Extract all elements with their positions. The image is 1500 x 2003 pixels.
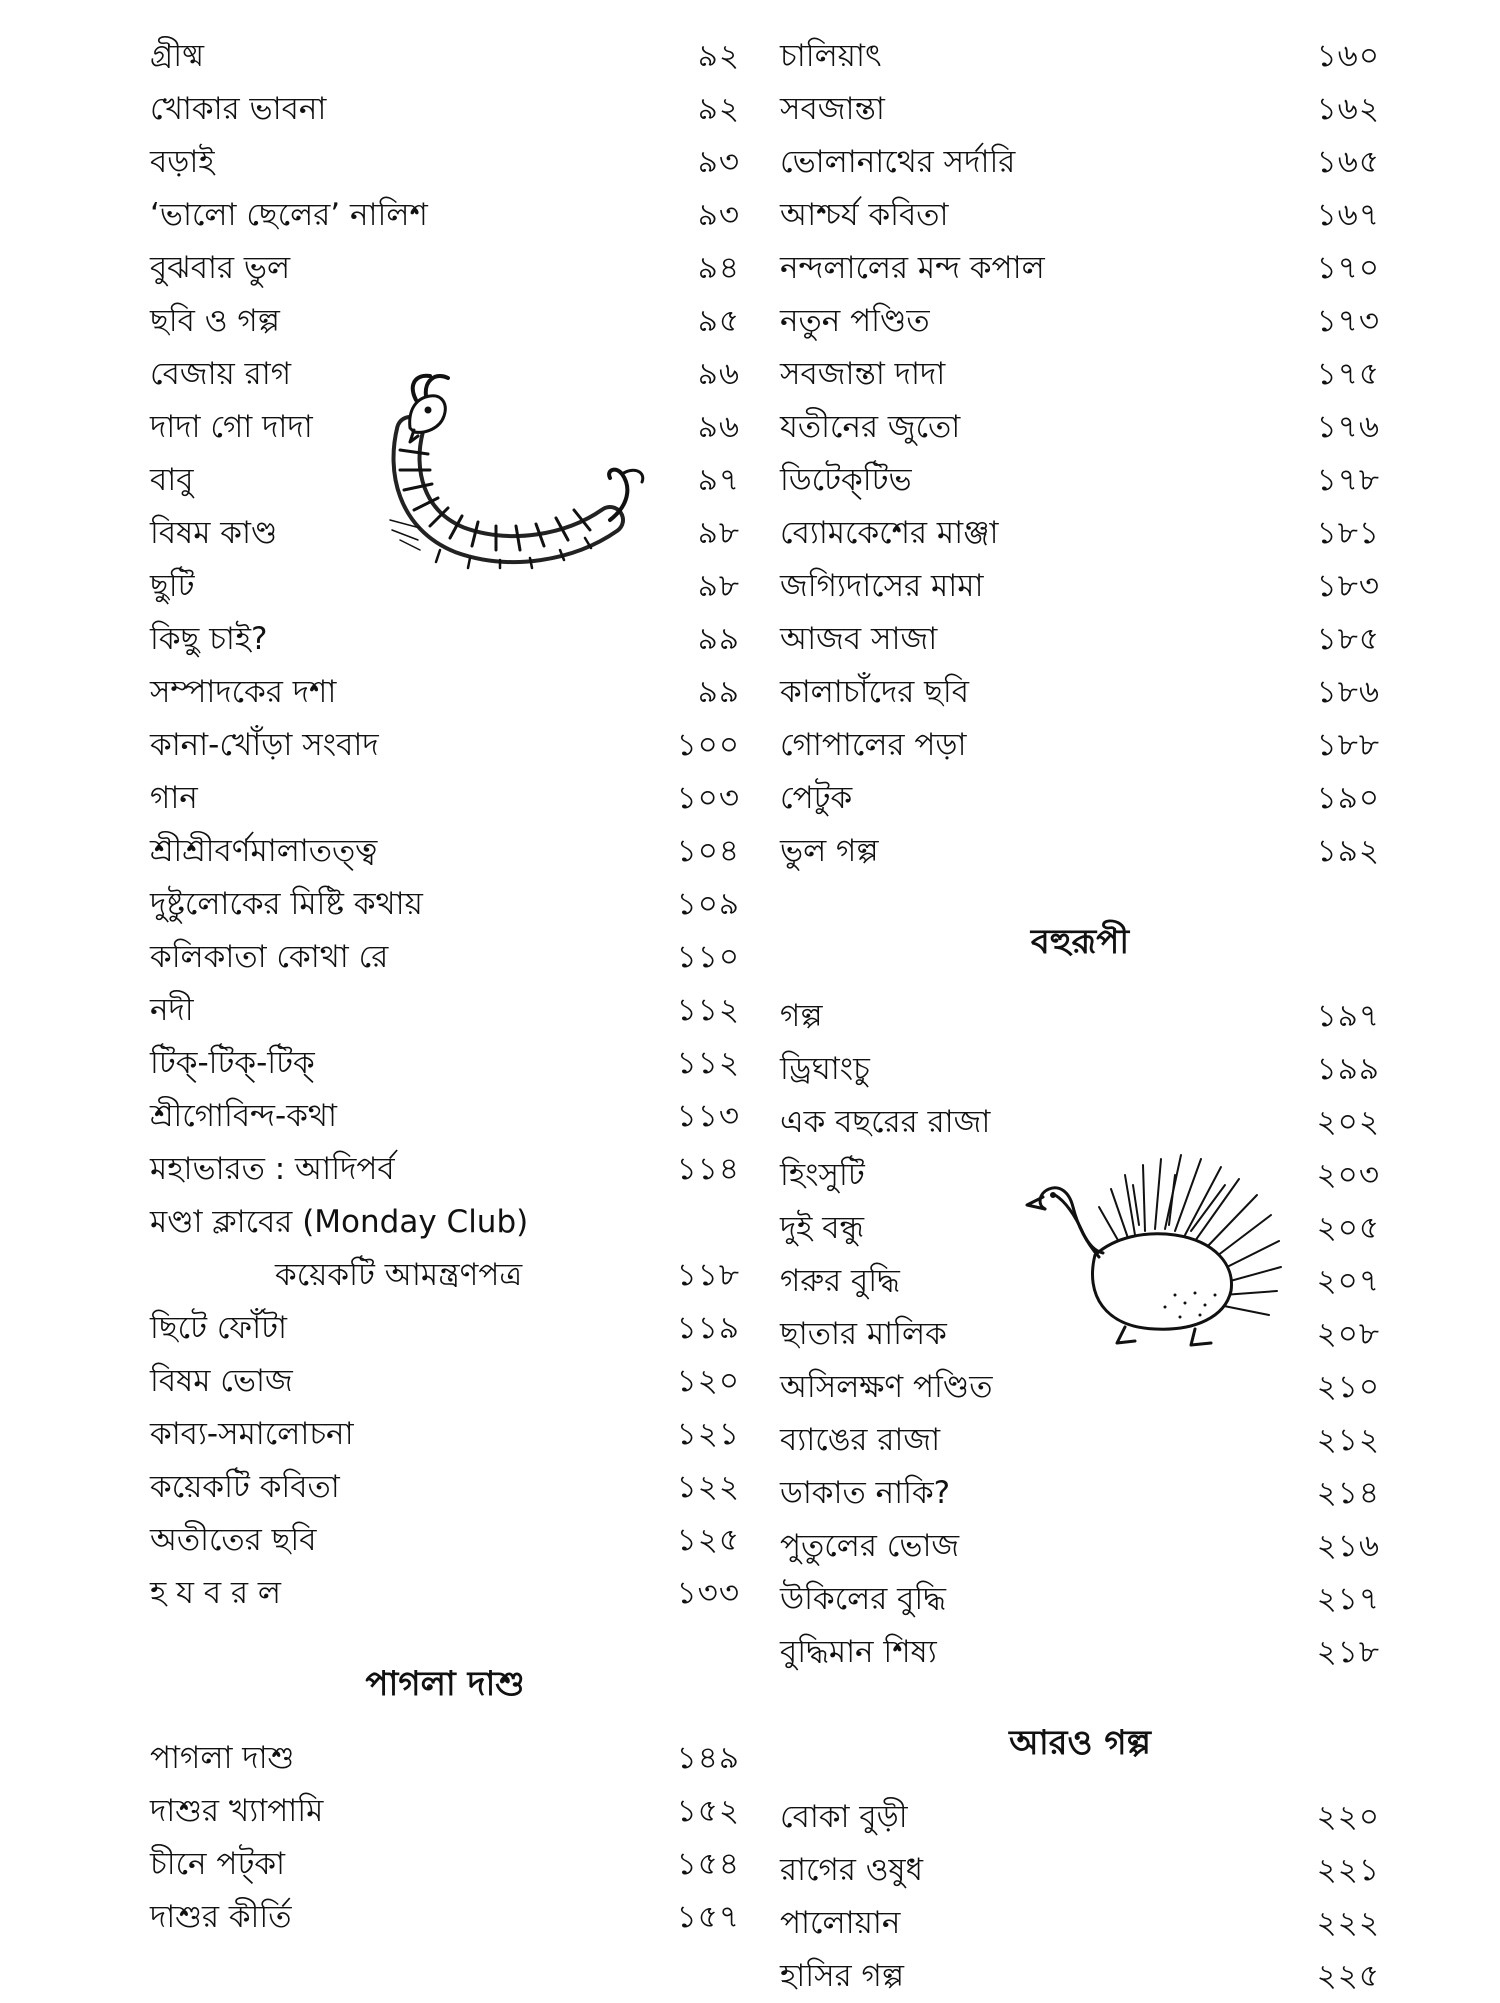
- toc-right-entry: [780, 30, 1380, 83]
- toc-left-entry: [150, 1408, 740, 1461]
- entry-title: নন্দলালের মন্দ কপাল: [780, 250, 1045, 286]
- toc-left-entry: [150, 931, 740, 984]
- entry-page-number: ২১৪: [1316, 1475, 1380, 1511]
- toc-right-column: [780, 30, 1380, 2003]
- entry-title: ডিটেক্‌টিভ: [780, 462, 912, 498]
- duck-porcupine-icon: [1025, 1145, 1290, 1350]
- entry-title: গল্প: [780, 998, 823, 1034]
- entry-page-number: ৯৬: [697, 356, 740, 392]
- entry-title: মহাভারত : আদিপর্ব: [150, 1151, 395, 1187]
- toc-bohurupi-entry: [780, 1043, 1380, 1096]
- entry-title: বিষম কাণ্ড: [150, 515, 278, 551]
- toc-left-entry: [150, 30, 740, 83]
- toc-aro-golpo-entry: [780, 1791, 1380, 1844]
- entry-title: কলিকাতা কোথা রে: [150, 939, 389, 975]
- entry-page-number: ৯৭: [697, 462, 740, 498]
- entry-page-number: ২১৮: [1316, 1634, 1380, 1670]
- goat-caterpillar-icon: [370, 370, 660, 570]
- toc-right-entry: [780, 560, 1380, 613]
- entry-page-number: ১৫৪: [676, 1846, 740, 1882]
- entry-title: ব্যাঙের রাজা: [780, 1422, 941, 1458]
- entry-page-number: ১৬৭: [1316, 197, 1380, 233]
- entry-title: শ্রীশ্রীবর্ণমালাতত্ত্ব: [150, 833, 378, 869]
- toc-left-entry: [150, 825, 740, 878]
- toc-left-entry: [150, 1461, 740, 1514]
- entry-page-number: ১৪৯: [676, 1740, 740, 1776]
- toc-left-entry: [150, 295, 740, 348]
- entry-title: সম্পাদকের দশা: [150, 674, 337, 710]
- entry-title: ব্যোমকেশের মাঞ্জা: [780, 515, 999, 551]
- entry-title: নতুন পণ্ডিত: [780, 303, 930, 339]
- entry-page-number: ২২০: [1316, 1799, 1380, 1835]
- toc-bohurupi-entry: [780, 1520, 1380, 1573]
- spacer: [780, 972, 1380, 990]
- entry-title: অতীতের ছবি: [150, 1522, 317, 1558]
- toc-pagla-dashu-entry: [150, 1891, 740, 1944]
- entry-page-number: ১৯৯: [1316, 1051, 1380, 1087]
- entry-title: দাশুর খ্যাপামি: [150, 1793, 324, 1829]
- entry-page-number: ২২১: [1316, 1852, 1380, 1888]
- entry-page-number: ২১০: [1316, 1369, 1380, 1405]
- toc-right-entry: [780, 401, 1380, 454]
- entry-page-number: ১০৪: [676, 833, 740, 869]
- entry-title: পাগলা দাশু: [150, 1740, 295, 1776]
- toc-left-entry: [150, 719, 740, 772]
- entry-page-number: ২০৩: [1316, 1157, 1380, 1193]
- toc-left-entry: [150, 772, 740, 825]
- entry-title: হ য ব র ল: [150, 1575, 281, 1611]
- toc-left-entry: [150, 242, 740, 295]
- toc-right-entry: [780, 348, 1380, 401]
- entry-page-number: ১২১: [676, 1416, 740, 1452]
- entry-page-number: ১৯০: [1316, 780, 1380, 816]
- entry-page-number: ১৩৩: [676, 1575, 740, 1611]
- entry-page-number: ৯৪: [697, 250, 740, 286]
- toc-pagla-dashu-entry: [150, 1732, 740, 1785]
- entry-title: উকিলের বুদ্ধি: [780, 1581, 947, 1617]
- entry-page-number: ২০৭: [1316, 1263, 1380, 1299]
- entry-page-number: ১১২: [676, 1045, 740, 1081]
- toc-bohurupi-entry: [780, 1626, 1380, 1679]
- entry-page-number: ২০২: [1316, 1104, 1380, 1140]
- entry-title: বুঝবার ভুল: [150, 250, 291, 286]
- entry-page-number: ১৬০: [1316, 38, 1380, 74]
- toc-pagla-dashu-entry: [150, 1785, 740, 1838]
- entry-page-number: ১৬৫: [1316, 144, 1380, 180]
- entry-title: পেটুক: [780, 780, 853, 816]
- entry-page-number: ২১২: [1316, 1422, 1380, 1458]
- toc-bohurupi-entry: [780, 1414, 1380, 1467]
- entry-title: কালাচাঁদের ছবি: [780, 674, 970, 710]
- entry-page-number: ১০৯: [676, 886, 740, 922]
- entry-page-number: ৯৮: [697, 568, 740, 604]
- entry-title: কিছু চাই?: [150, 621, 268, 657]
- toc-left-column: [150, 30, 740, 1944]
- toc-right-entry: [780, 454, 1380, 507]
- toc-pagla-dashu-list: [150, 1732, 740, 1944]
- entry-page-number: ১১০: [676, 939, 740, 975]
- toc-bohurupi-entry: [780, 1467, 1380, 1520]
- entry-page-number: ১১২: [676, 992, 740, 1028]
- entry-title: আশ্চর্য কবিতা: [780, 197, 949, 233]
- toc-bohurupi-entry: [780, 990, 1380, 1043]
- entry-page-number: ৯৯: [697, 621, 740, 657]
- entry-page-number: ১৭৩: [1316, 303, 1380, 339]
- entry-page-number: ১২২: [676, 1469, 740, 1505]
- entry-title: নদী: [150, 992, 194, 1028]
- toc-left-entry: [150, 1196, 740, 1249]
- toc-right-entry: [780, 189, 1380, 242]
- entry-title: বড়াই: [150, 144, 215, 180]
- entry-page-number: ৯৩: [697, 197, 740, 233]
- section-heading-aro-golpo: আরও গল্প: [1009, 1723, 1151, 1763]
- entry-page-number: ১৭৮: [1316, 462, 1380, 498]
- entry-title: আজব সাজা: [780, 621, 938, 657]
- entry-title: ভোলানাথের সর্দারি: [780, 144, 1016, 180]
- entry-title: কয়েকটি আমন্ত্রণপত্র: [275, 1257, 523, 1293]
- entry-title: বোকা বুড়ী: [780, 1799, 908, 1835]
- entry-page-number: ৯৬: [697, 409, 740, 445]
- entry-page-number: ১১৯: [676, 1310, 740, 1346]
- entry-title: সবজান্তা: [780, 91, 885, 127]
- toc-right-entry: [780, 613, 1380, 666]
- entry-title: ছিটে ফোঁটা: [150, 1310, 287, 1346]
- entry-page-number: ৯৮: [697, 515, 740, 551]
- entry-page-number: ১২০: [676, 1363, 740, 1399]
- entry-title: কাব্য-সমালোচনা: [150, 1416, 354, 1452]
- entry-title: ছাতার মালিক: [780, 1316, 947, 1352]
- toc-left-entry: [150, 1567, 740, 1620]
- entry-page-number: ১০৩: [676, 780, 740, 816]
- entry-page-number: ১৮৮: [1316, 727, 1380, 763]
- entry-page-number: ৯৯: [697, 674, 740, 710]
- entry-page-number: ১৮১: [1316, 515, 1380, 551]
- toc-left-entry: [150, 136, 740, 189]
- toc-left-entry: [150, 613, 740, 666]
- entry-page-number: ১২৫: [676, 1522, 740, 1558]
- entry-title: হাসির গল্প: [780, 1958, 904, 1994]
- section-heading-pagla-dashu: পাগলা দাশু: [365, 1664, 525, 1704]
- entry-title: ডাকাত নাকি?: [780, 1475, 951, 1511]
- entry-page-number: ২০৫: [1316, 1210, 1380, 1246]
- toc-left-entry: [150, 1143, 740, 1196]
- entry-page-number: ১৭৫: [1316, 356, 1380, 392]
- toc-right-entry: [780, 136, 1380, 189]
- toc-aro-golpo-entry: [780, 1844, 1380, 1897]
- toc-right-entry: [780, 772, 1380, 825]
- toc-left-entry: [150, 1037, 740, 1090]
- toc-left-entry: [150, 1090, 740, 1143]
- entry-page-number: ২১৬: [1316, 1528, 1380, 1564]
- toc-left-entry: [150, 666, 740, 719]
- entry-title: পালোয়ান: [780, 1905, 901, 1941]
- entry-title: বাবু: [150, 462, 194, 498]
- entry-page-number: ১৭৬: [1316, 409, 1380, 445]
- toc-right-main-list: [780, 30, 1380, 878]
- entry-page-number: ১০০: [676, 727, 740, 763]
- toc-left-entry: [150, 83, 740, 136]
- entry-page-number: ১৬২: [1316, 91, 1380, 127]
- toc-left-main-list: [150, 30, 740, 1620]
- toc-right-entry: [780, 719, 1380, 772]
- toc-right-entry: [780, 825, 1380, 878]
- entry-page-number: ১৫৭: [676, 1899, 740, 1935]
- entry-title: ‘ভালো ছেলের’ নালিশ: [150, 197, 428, 233]
- toc-right-entry: [780, 83, 1380, 136]
- toc-right-entry: [780, 295, 1380, 348]
- entry-title: দাশুর কীর্তি: [150, 1899, 292, 1935]
- entry-title: দুই বন্ধু: [780, 1210, 865, 1246]
- toc-bohurupi-entry: [780, 1361, 1380, 1414]
- entry-title: জগ্যিদাসের মামা: [780, 568, 984, 604]
- entry-page-number: ২১৭: [1316, 1581, 1380, 1617]
- toc-left-entry: [150, 984, 740, 1037]
- spacer: [780, 1773, 1380, 1791]
- toc-aro-golpo-entry: [780, 1950, 1380, 2003]
- entry-page-number: ১৭০: [1316, 250, 1380, 286]
- entry-page-number: ১৮৫: [1316, 621, 1380, 657]
- entry-page-number: ১১৮: [676, 1257, 740, 1293]
- entry-title: হিংসুটি: [780, 1157, 865, 1193]
- toc-left-entry: [150, 1355, 740, 1408]
- entry-page-number: ১১৪: [676, 1151, 740, 1187]
- entry-page-number: ২২৫: [1316, 1958, 1380, 1994]
- entry-title: ছুটি: [150, 568, 195, 604]
- entry-title: যতীনের জুতো: [780, 409, 961, 445]
- entry-title: মণ্ডা ক্লাবের (Monday Club): [150, 1204, 529, 1240]
- entry-title: চালিয়াৎ: [780, 38, 882, 74]
- toc-left-entry: [150, 1302, 740, 1355]
- entry-title: দাদা গো দাদা: [150, 409, 313, 445]
- entry-title: গান: [150, 780, 198, 816]
- entry-title: বেজায় রাগ: [150, 356, 292, 392]
- entry-title: শ্রীগোবিন্দ-কথা: [150, 1098, 337, 1134]
- toc-aro-golpo-list: [780, 1791, 1380, 2003]
- toc-bohurupi-entry: [780, 1096, 1380, 1149]
- toc-right-entry: [780, 666, 1380, 719]
- entry-title: এক বছরের রাজা: [780, 1104, 991, 1140]
- spacer: [780, 878, 1380, 912]
- toc-left-entry: [150, 1514, 740, 1567]
- entry-title: দুষ্টুলোকের মিষ্টি কথায়: [150, 886, 423, 922]
- toc-left-entry: [150, 1249, 740, 1302]
- toc-right-entry: [780, 507, 1380, 560]
- entry-title: গোপালের পড়া: [780, 727, 967, 763]
- entry-page-number: ১৫২: [676, 1793, 740, 1829]
- entry-page-number: ১৮৩: [1316, 568, 1380, 604]
- entry-title: সবজান্তা দাদা: [780, 356, 946, 392]
- entry-page-number: ১১৩: [676, 1098, 740, 1134]
- toc-right-entry: [780, 242, 1380, 295]
- entry-page-number: ৯২: [697, 38, 740, 74]
- entry-title: ভুল গল্প: [780, 833, 879, 869]
- toc-aro-golpo-entry: [780, 1897, 1380, 1950]
- entry-title: বুদ্ধিমান শিষ্য: [780, 1634, 937, 1670]
- entry-page-number: ৯৩: [697, 144, 740, 180]
- entry-page-number: ১৮৬: [1316, 674, 1380, 710]
- spacer: [150, 1620, 740, 1654]
- entry-page-number: ২০৮: [1316, 1316, 1380, 1352]
- entry-title: গরুর বুদ্ধি: [780, 1263, 900, 1299]
- entry-title: রাগের ওষুধ: [780, 1852, 924, 1888]
- entry-title: বিষম ভোজ: [150, 1363, 293, 1399]
- entry-title: অসিলক্ষণ পণ্ডিত: [780, 1369, 993, 1405]
- toc-left-entry: [150, 189, 740, 242]
- entry-title: ছবি ও গল্প: [150, 303, 280, 339]
- spacer: [150, 1714, 740, 1732]
- spacer: [780, 1679, 1380, 1713]
- entry-page-number: ৯২: [697, 91, 740, 127]
- entry-page-number: ৯৫: [697, 303, 740, 339]
- toc-pagla-dashu-entry: [150, 1838, 740, 1891]
- entry-title: গ্রীষ্ম: [150, 38, 205, 74]
- toc-left-entry: [150, 878, 740, 931]
- entry-title: ড্রিঘাংচু: [780, 1051, 870, 1087]
- entry-title: চীনে পট্‌কা: [150, 1846, 286, 1882]
- section-heading-bohurupi: বহুরূপী: [1030, 922, 1130, 962]
- entry-page-number: ১৯৭: [1316, 998, 1380, 1034]
- toc-bohurupi-entry: [780, 1573, 1380, 1626]
- entry-title: খোকার ভাবনা: [150, 91, 327, 127]
- entry-title: পুতুলের ভোজ: [780, 1528, 960, 1564]
- entry-title: টিক্‌-টিক্‌-টিক্‌: [150, 1045, 315, 1081]
- entry-title: কানা-খোঁড়া সংবাদ: [150, 727, 379, 763]
- entry-page-number: ১৯২: [1316, 833, 1380, 869]
- entry-title: কয়েকটি কবিতা: [150, 1469, 340, 1505]
- entry-page-number: ২২২: [1316, 1905, 1380, 1941]
